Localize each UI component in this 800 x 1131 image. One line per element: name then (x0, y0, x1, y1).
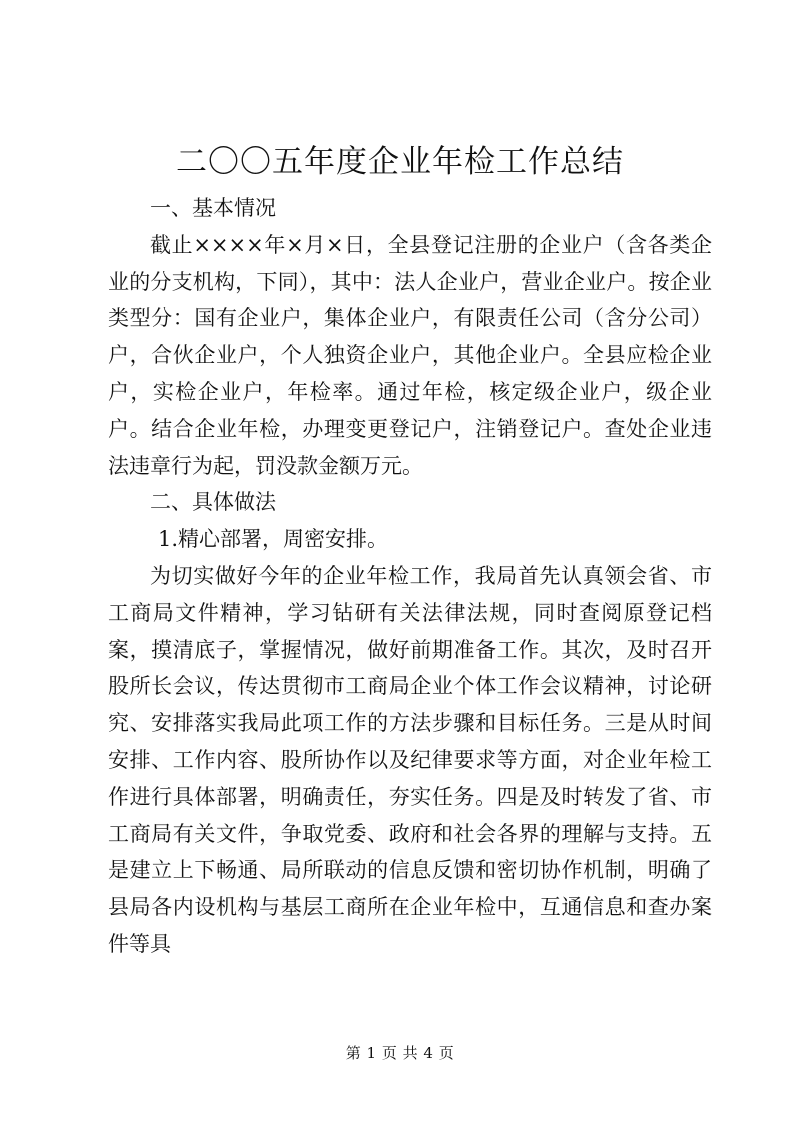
paragraph-deployment: 为切实做好今年的企业年检工作，我局首先认真领会省、市工商局文件精神，学习钻研有关法律法规，同时查阅原登记档案，摸清底子，掌握情况，做好前期准备工作。其次，及时召开股所长会议，传达贯彻市工商局企业个体工作会议精神，讨论研究、安排落实我局此项工作的方法步骤和目标任务。三是从时间安排、工作内容、股所协作以及纪律要求等方面，对企业年检工作进行具体部署，明确责任，夯实任务。四是及时转发了省、市工商局有关文件，争取党委、政府和社会各界的理解与支持。五是建立上下畅通、局所联动的信息反馈和密切协作机制，明确了县局各内设机构与基层工商所在企业年检中，互通信息和查办案件等具 (108, 563, 712, 956)
page-number-footer: 第 1 页 共 4 页 (345, 1044, 455, 1062)
document-body (108, 190, 712, 963)
section-heading-basic-situation: 一、基本情况 (150, 196, 276, 220)
document-title: 二〇〇五年度企业年检工作总结 (176, 144, 624, 180)
subsection-heading-deployment: 1.精心部署，周密安排。 (158, 527, 389, 552)
section-heading-specific-practices: 二、具体做法 (150, 490, 276, 515)
paragraph-basic-situation: 截止××××年×月×日，全县登记注册的企业户（含各类企业的分支机构，下同），其中：法人企业户，营业企业户。按企业类型分：国有企业户，集体企业户，有限责任公司（含分公司）户，合伙企业户，个人独资企业户，其他企业户。全县应检企业户，实检企业户，年检率。通过年检，核定级企业户，级企业户。结合企业年检，办理变更登记户，注销登记户。查处企业违法违章行为起，罚没款金额万元。 (108, 232, 712, 478)
